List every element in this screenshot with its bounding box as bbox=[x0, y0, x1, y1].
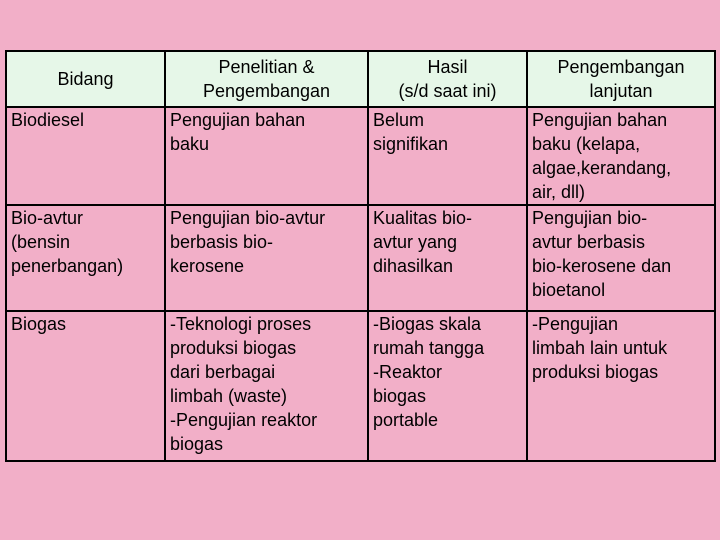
cell-lanjutan: Pengujian bio- avtur berbasis bio-kerosene dan bioetanol bbox=[527, 205, 715, 311]
cell-lanjutan: -Pengujian limbah lain untuk produksi biogas bbox=[527, 311, 715, 461]
header-bidang: Bidang bbox=[6, 51, 165, 107]
cell-penelitian: Pengujian bio-avtur berbasis bio- kerosene bbox=[165, 205, 368, 311]
cell-penelitian: Pengujian bahan baku bbox=[165, 107, 368, 205]
table-row bbox=[6, 311, 715, 461]
cell-hasil: Kualitas bio- avtur yang dihasilkan bbox=[368, 205, 527, 311]
header-hasil: Hasil (s/d saat ini) bbox=[368, 51, 527, 107]
cell-lanjutan: Pengujian bahan baku (kelapa, algae,kerandang, air, dll) bbox=[527, 107, 715, 205]
table-row bbox=[6, 107, 715, 205]
header-penelitian: Penelitian & Pengembangan bbox=[165, 51, 368, 107]
research-table-container bbox=[5, 50, 714, 462]
cell-bidang: Bio-avtur (bensin penerbangan) bbox=[6, 205, 165, 311]
cell-hasil: Belum signifikan bbox=[368, 107, 527, 205]
research-table bbox=[5, 50, 716, 462]
cell-bidang: Biodiesel bbox=[6, 107, 165, 205]
cell-penelitian: -Teknologi proses produksi biogas dari berbagai limbah (waste) -Pengujian reaktor biogas bbox=[165, 311, 368, 461]
table-header-row bbox=[6, 51, 715, 107]
cell-bidang: Biogas bbox=[6, 311, 165, 461]
cell-hasil: -Biogas skala rumah tangga -Reaktor biogas portable bbox=[368, 311, 527, 461]
header-lanjutan: Pengembangan lanjutan bbox=[527, 51, 715, 107]
table-row bbox=[6, 205, 715, 311]
